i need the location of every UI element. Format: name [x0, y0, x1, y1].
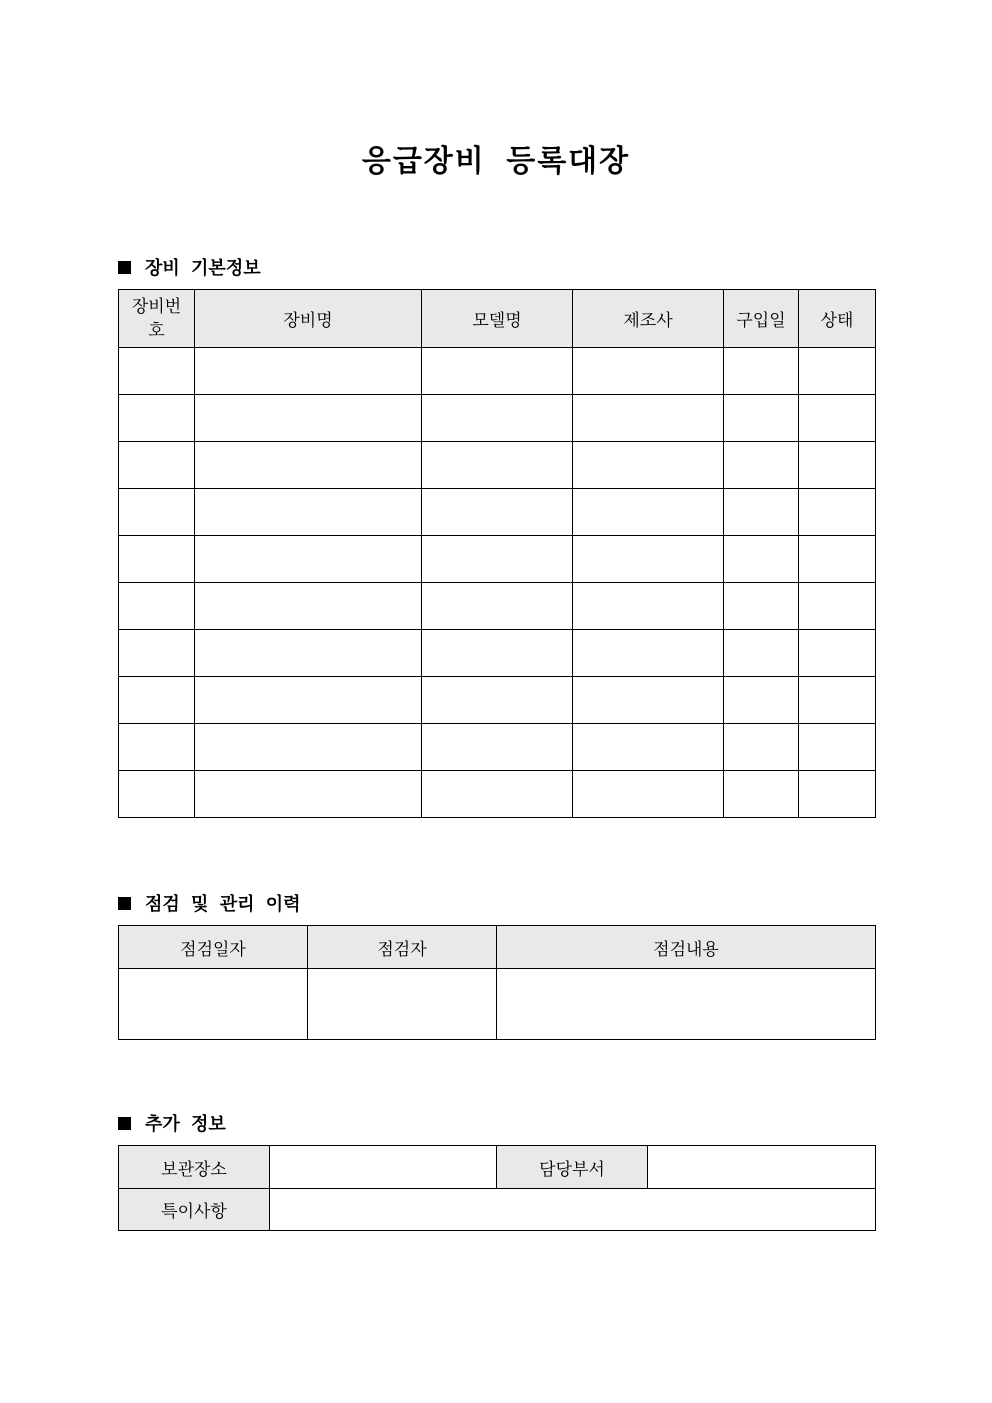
equipment-name-cell[interactable] — [195, 395, 422, 442]
storage-location-cell[interactable] — [270, 1146, 497, 1189]
model-name-cell[interactable] — [422, 395, 573, 442]
model-name-cell[interactable] — [422, 442, 573, 489]
table-row — [119, 395, 876, 442]
purchase-date-cell[interactable] — [724, 677, 799, 724]
status-cell[interactable] — [799, 724, 876, 771]
purchase-date-cell[interactable] — [724, 630, 799, 677]
equipment-number-cell[interactable] — [119, 583, 195, 630]
model-name-cell[interactable] — [422, 489, 573, 536]
purchase-date-cell[interactable] — [724, 724, 799, 771]
equipment-basic-table — [118, 289, 876, 818]
table-row — [119, 969, 876, 1040]
purchase-date-cell[interactable] — [724, 771, 799, 818]
purchase-date-cell[interactable] — [724, 348, 799, 395]
manufacturer-cell[interactable] — [573, 724, 724, 771]
model-name-cell[interactable] — [422, 724, 573, 771]
department-cell[interactable] — [648, 1146, 876, 1189]
equipment-name-cell[interactable] — [195, 630, 422, 677]
table-row — [119, 442, 876, 489]
equipment-name-cell[interactable] — [195, 583, 422, 630]
inspection-history-table — [118, 925, 876, 1040]
column-header-status: 상태 — [799, 290, 876, 348]
table-header-row — [119, 926, 876, 969]
equipment-number-cell[interactable] — [119, 630, 195, 677]
column-header-manufacturer: 제조사 — [573, 290, 724, 348]
status-cell[interactable] — [799, 630, 876, 677]
column-header-purchase-date: 구입일 — [724, 290, 799, 348]
equipment-name-cell[interactable] — [195, 771, 422, 818]
equipment-basic-body — [119, 348, 876, 818]
section-heading-additional — [118, 1110, 226, 1136]
status-cell[interactable] — [799, 536, 876, 583]
model-name-cell[interactable] — [422, 771, 573, 818]
equipment-number-cell[interactable] — [119, 724, 195, 771]
status-cell[interactable] — [799, 442, 876, 489]
inspection-details-cell[interactable] — [497, 969, 876, 1040]
storage-location-label: 보관장소 — [119, 1146, 270, 1189]
status-cell[interactable] — [799, 348, 876, 395]
square-bullet-icon — [118, 1117, 131, 1130]
manufacturer-cell[interactable] — [573, 583, 724, 630]
column-header-inspection-date: 점검일자 — [119, 926, 308, 969]
status-cell[interactable] — [799, 489, 876, 536]
model-name-cell[interactable] — [422, 583, 573, 630]
manufacturer-cell[interactable] — [573, 489, 724, 536]
equipment-name-cell[interactable] — [195, 677, 422, 724]
manufacturer-cell[interactable] — [573, 771, 724, 818]
equipment-number-cell[interactable] — [119, 677, 195, 724]
status-cell[interactable] — [799, 771, 876, 818]
section-heading-additional-label: 추가 정보 — [145, 1114, 226, 1135]
equipment-number-cell[interactable] — [119, 489, 195, 536]
model-name-cell[interactable] — [422, 677, 573, 724]
equipment-number-cell[interactable] — [119, 442, 195, 489]
table-row — [119, 1189, 876, 1231]
purchase-date-cell[interactable] — [724, 395, 799, 442]
manufacturer-cell[interactable] — [573, 395, 724, 442]
table-row — [119, 630, 876, 677]
square-bullet-icon — [118, 261, 131, 274]
manufacturer-cell[interactable] — [573, 536, 724, 583]
purchase-date-cell[interactable] — [724, 442, 799, 489]
equipment-number-cell[interactable] — [119, 771, 195, 818]
table-row — [119, 489, 876, 536]
section-heading-inspection-label: 점검 및 관리 이력 — [145, 894, 301, 915]
department-label: 담당부서 — [497, 1146, 648, 1189]
table-row — [119, 771, 876, 818]
status-cell[interactable] — [799, 583, 876, 630]
equipment-name-cell[interactable] — [195, 442, 422, 489]
inspection-date-cell[interactable] — [119, 969, 308, 1040]
square-bullet-icon — [118, 897, 131, 910]
table-row — [119, 583, 876, 630]
section-heading-inspection — [118, 890, 301, 916]
column-header-inspection-details: 점검내용 — [497, 926, 876, 969]
table-row — [119, 724, 876, 771]
equipment-name-cell[interactable] — [195, 724, 422, 771]
model-name-cell[interactable] — [422, 536, 573, 583]
model-name-cell[interactable] — [422, 348, 573, 395]
column-header-equipment-number: 장비번호 — [119, 290, 195, 348]
equipment-name-cell[interactable] — [195, 536, 422, 583]
equipment-name-cell[interactable] — [195, 348, 422, 395]
status-cell[interactable] — [799, 677, 876, 724]
model-name-cell[interactable] — [422, 630, 573, 677]
purchase-date-cell[interactable] — [724, 536, 799, 583]
section-heading-basic — [118, 254, 261, 280]
additional-info-table — [118, 1145, 876, 1231]
table-row — [119, 1146, 876, 1189]
table-header-row — [119, 290, 876, 348]
remarks-cell[interactable] — [270, 1189, 876, 1231]
table-row — [119, 536, 876, 583]
manufacturer-cell[interactable] — [573, 442, 724, 489]
page-title: 응급장비 등록대장 — [361, 144, 631, 179]
manufacturer-cell[interactable] — [573, 630, 724, 677]
table-row — [119, 677, 876, 724]
equipment-number-cell[interactable] — [119, 348, 195, 395]
manufacturer-cell[interactable] — [573, 348, 724, 395]
section-heading-basic-label: 장비 기본정보 — [145, 258, 261, 279]
column-header-equipment-name: 장비명 — [195, 290, 422, 348]
equipment-number-cell[interactable] — [119, 536, 195, 583]
inspector-cell[interactable] — [308, 969, 497, 1040]
equipment-number-cell[interactable] — [119, 395, 195, 442]
purchase-date-cell[interactable] — [724, 583, 799, 630]
column-header-inspector: 점검자 — [308, 926, 497, 969]
status-cell[interactable] — [799, 395, 876, 442]
purchase-date-cell[interactable] — [724, 489, 799, 536]
manufacturer-cell[interactable] — [573, 677, 724, 724]
equipment-name-cell[interactable] — [195, 489, 422, 536]
column-header-model-name: 모델명 — [422, 290, 573, 348]
remarks-label: 특이사항 — [119, 1189, 270, 1231]
table-row — [119, 348, 876, 395]
